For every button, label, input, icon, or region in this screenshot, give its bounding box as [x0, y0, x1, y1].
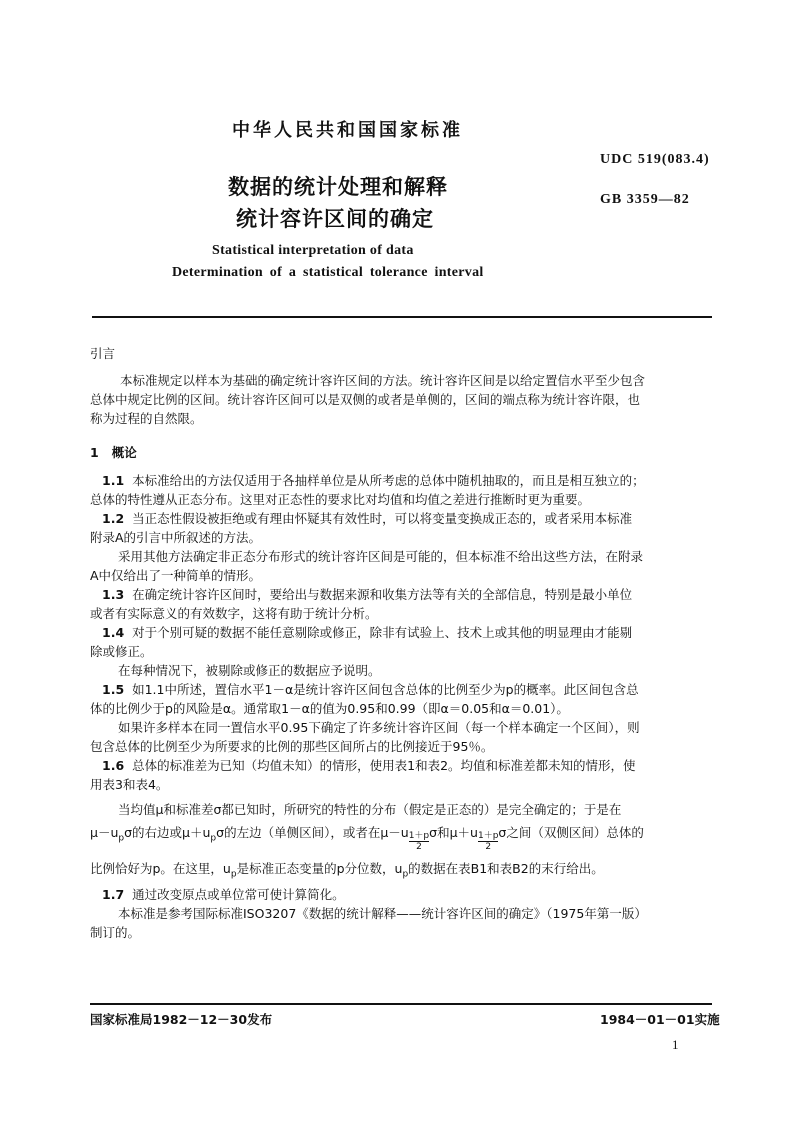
clause-1-3-text1: 在确定统计容许区间时，要给出与数据来源和收集方法等有关的全部信息，特别是最小单位: [132, 587, 633, 602]
formula-text-c: σ的左边（单侧区间），或者在μ－u: [216, 825, 409, 840]
effective-date: 1984－01－01实施: [600, 1012, 720, 1027]
title-en-line1: Statistical interpretation of data: [212, 243, 414, 258]
fraction-1-denominator: 2: [416, 842, 422, 852]
clause-1-6-p2-line3: [90, 859, 712, 885]
title-cn-line2: 统计容许区间的确定: [236, 207, 434, 231]
clause-1-2-number: 1.2: [102, 511, 125, 526]
clause-1-7-text1: 通过改变原点或单位常可使计算简化。: [132, 886, 345, 902]
clause-1-3-number: 1.3: [102, 587, 125, 602]
formula-mu-minus-u: μ－u: [90, 825, 119, 840]
clause-1-7-line1: [90, 885, 712, 904]
udc-code: UDC 519(083.4): [600, 152, 710, 167]
clause-1-5-line1: [90, 680, 712, 699]
reference-line1: 本标准是参考国际标准ISO3207《数据的统计解释——统计容许区间的确定》（1975年第一版）: [118, 905, 647, 921]
title-cn-line1: 数据的统计处理和解释: [228, 175, 448, 199]
header-rule: [92, 316, 712, 318]
section-1-heading: [90, 443, 712, 462]
clause-1-6-line1: [90, 756, 712, 775]
clause-1-6-number: 1.6: [102, 758, 125, 773]
title-en-line2: Determination of a statistical tolerance interval: [172, 265, 484, 280]
clause-1-6-text1: 总体的标准差为已知（均值未知）的情形，使用表1和表2。均值和标准差都未知的情形，使: [132, 758, 636, 773]
reference-line2: 制订的。: [90, 924, 141, 940]
clause-1-2-line2: 附录A的引言中所叙述的方法。: [90, 530, 262, 545]
clause-1-5-p2-line2: 包含总体的比例至少为所要求的比例的那些区间所占的比例接近于95％。: [90, 739, 494, 754]
clause-1-6-l3b: 是标准正态变量的p分位数，u: [236, 861, 403, 876]
intro-line2: 总体中规定比例的区间。统计容许区间可以是双侧的或者是单侧的，区间的端点称为统计容许限，也: [90, 392, 641, 407]
section-1: [90, 443, 712, 942]
clause-1-5-line2: 体的比例少于p的风险是α。通常取1－α的值为0.95和0.99（即α＝0.05和α＝0.01）。: [90, 701, 569, 716]
subscript-p-2: p: [210, 833, 217, 844]
clause-1-1-line1: [90, 471, 712, 490]
page-number: 1: [672, 1037, 679, 1052]
clause-1-3-line2: 或者有实际意义的有效数字，这将有助于统计分析。: [90, 606, 378, 621]
fraction-2: [478, 831, 498, 852]
intro-line1: 本标准规定以样本为基础的确定统计容许区间的方法。统计容许区间是以给定置信水平至少包含: [120, 373, 646, 388]
intro-line3: 称为过程的自然限。: [90, 411, 203, 426]
clause-1-2-p2-line1: 采用其他方法确定非正态分布形式的统计容许区间是可能的，但本标准不给出这些方法，在附录: [118, 549, 644, 564]
clause-1-1-text1: 本标准给出的方法仅适用于各抽样单位是从所考虑的总体中随机抽取的，而且是相互独立的；: [132, 473, 645, 488]
fraction-1: [409, 831, 429, 852]
gb-code: GB 3359—82: [600, 192, 690, 207]
formula-text-e: σ之间（双侧区间）总体的: [498, 825, 644, 840]
clause-1-4-line1: [90, 623, 712, 642]
clause-1-4-text1: 对于个别可疑的数据不能任意剔除或修正，除非有试验上、技术上或其他的明显理由才能剔: [132, 625, 633, 640]
introduction: [90, 344, 712, 428]
section-1-title: 概论: [111, 445, 137, 460]
subscript-p-3: p: [230, 869, 237, 880]
subscript-p-1: p: [118, 833, 125, 844]
clause-1-6-l3a: 比例恰好为p。在这里，u: [90, 861, 231, 876]
clause-1-4-line2: 除或修正。: [90, 644, 153, 659]
clause-1-4-p2: 在每种情况下，被剔除或修正的数据应予说明。: [118, 663, 381, 678]
clause-1-2-p2-line2: A中仅给出了一种简单的情形。: [90, 568, 262, 583]
clause-1-6-p2-line1: 当均值μ和标准差σ都已知时，所研究的特性的分布（假定是正态的）是完全确定的；于是在: [118, 802, 622, 817]
clause-1-3-line1: [90, 585, 712, 604]
clause-1-4-number: 1.4: [102, 625, 125, 640]
section-1-number: 1: [90, 445, 99, 460]
fraction-2-numerator: 1＋p: [477, 831, 499, 841]
clause-1-2-line1: [90, 509, 712, 528]
clause-1-5-number: 1.5: [102, 682, 125, 697]
clause-1-6-l3c: 的数据在表B1和表B2的末行给出。: [408, 861, 604, 876]
clause-1-6-line2: 用表3和表4。: [90, 777, 169, 792]
subscript-p-4: p: [402, 869, 409, 880]
fraction-2-denominator: 2: [485, 842, 492, 852]
clause-1-1-number: 1.1: [102, 473, 125, 488]
issue-date: 国家标准局1982－12－30发布: [90, 1012, 273, 1027]
formula-text-d: σ和μ＋u: [429, 825, 478, 840]
clause-1-5-text1: 如1.1中所述，置信水平1－α是统计容许区间包含总体的比例至少为p的概率。此区间包含总: [132, 682, 639, 697]
clause-1-7-number: 1.7: [102, 886, 125, 902]
standard-type-heading: 中华人民共和国国家标准: [232, 120, 463, 141]
clause-1-1-line2: 总体的特性遵从正态分布。这里对正态性的要求比对均值和均值之差进行推断时更为重要。: [90, 492, 591, 507]
intro-heading: 引言: [90, 346, 116, 361]
footer-rule: [90, 1003, 712, 1005]
clause-1-2-text1: 当正态性假设被拒绝或有理由怀疑其有效性时，可以将变量变换成正态的，或者采用本标准: [132, 511, 633, 526]
fraction-1-numerator: 1＋p: [408, 831, 430, 841]
formula-text-b: σ的右边或μ＋u: [124, 825, 211, 840]
clause-1-5-p2-line1: 如果许多样本在同一置信水平0.95下确定了许多统计容许区间（每一个样本确定一个区间），则: [118, 720, 640, 735]
clause-1-6-p2-line2: [90, 823, 712, 857]
